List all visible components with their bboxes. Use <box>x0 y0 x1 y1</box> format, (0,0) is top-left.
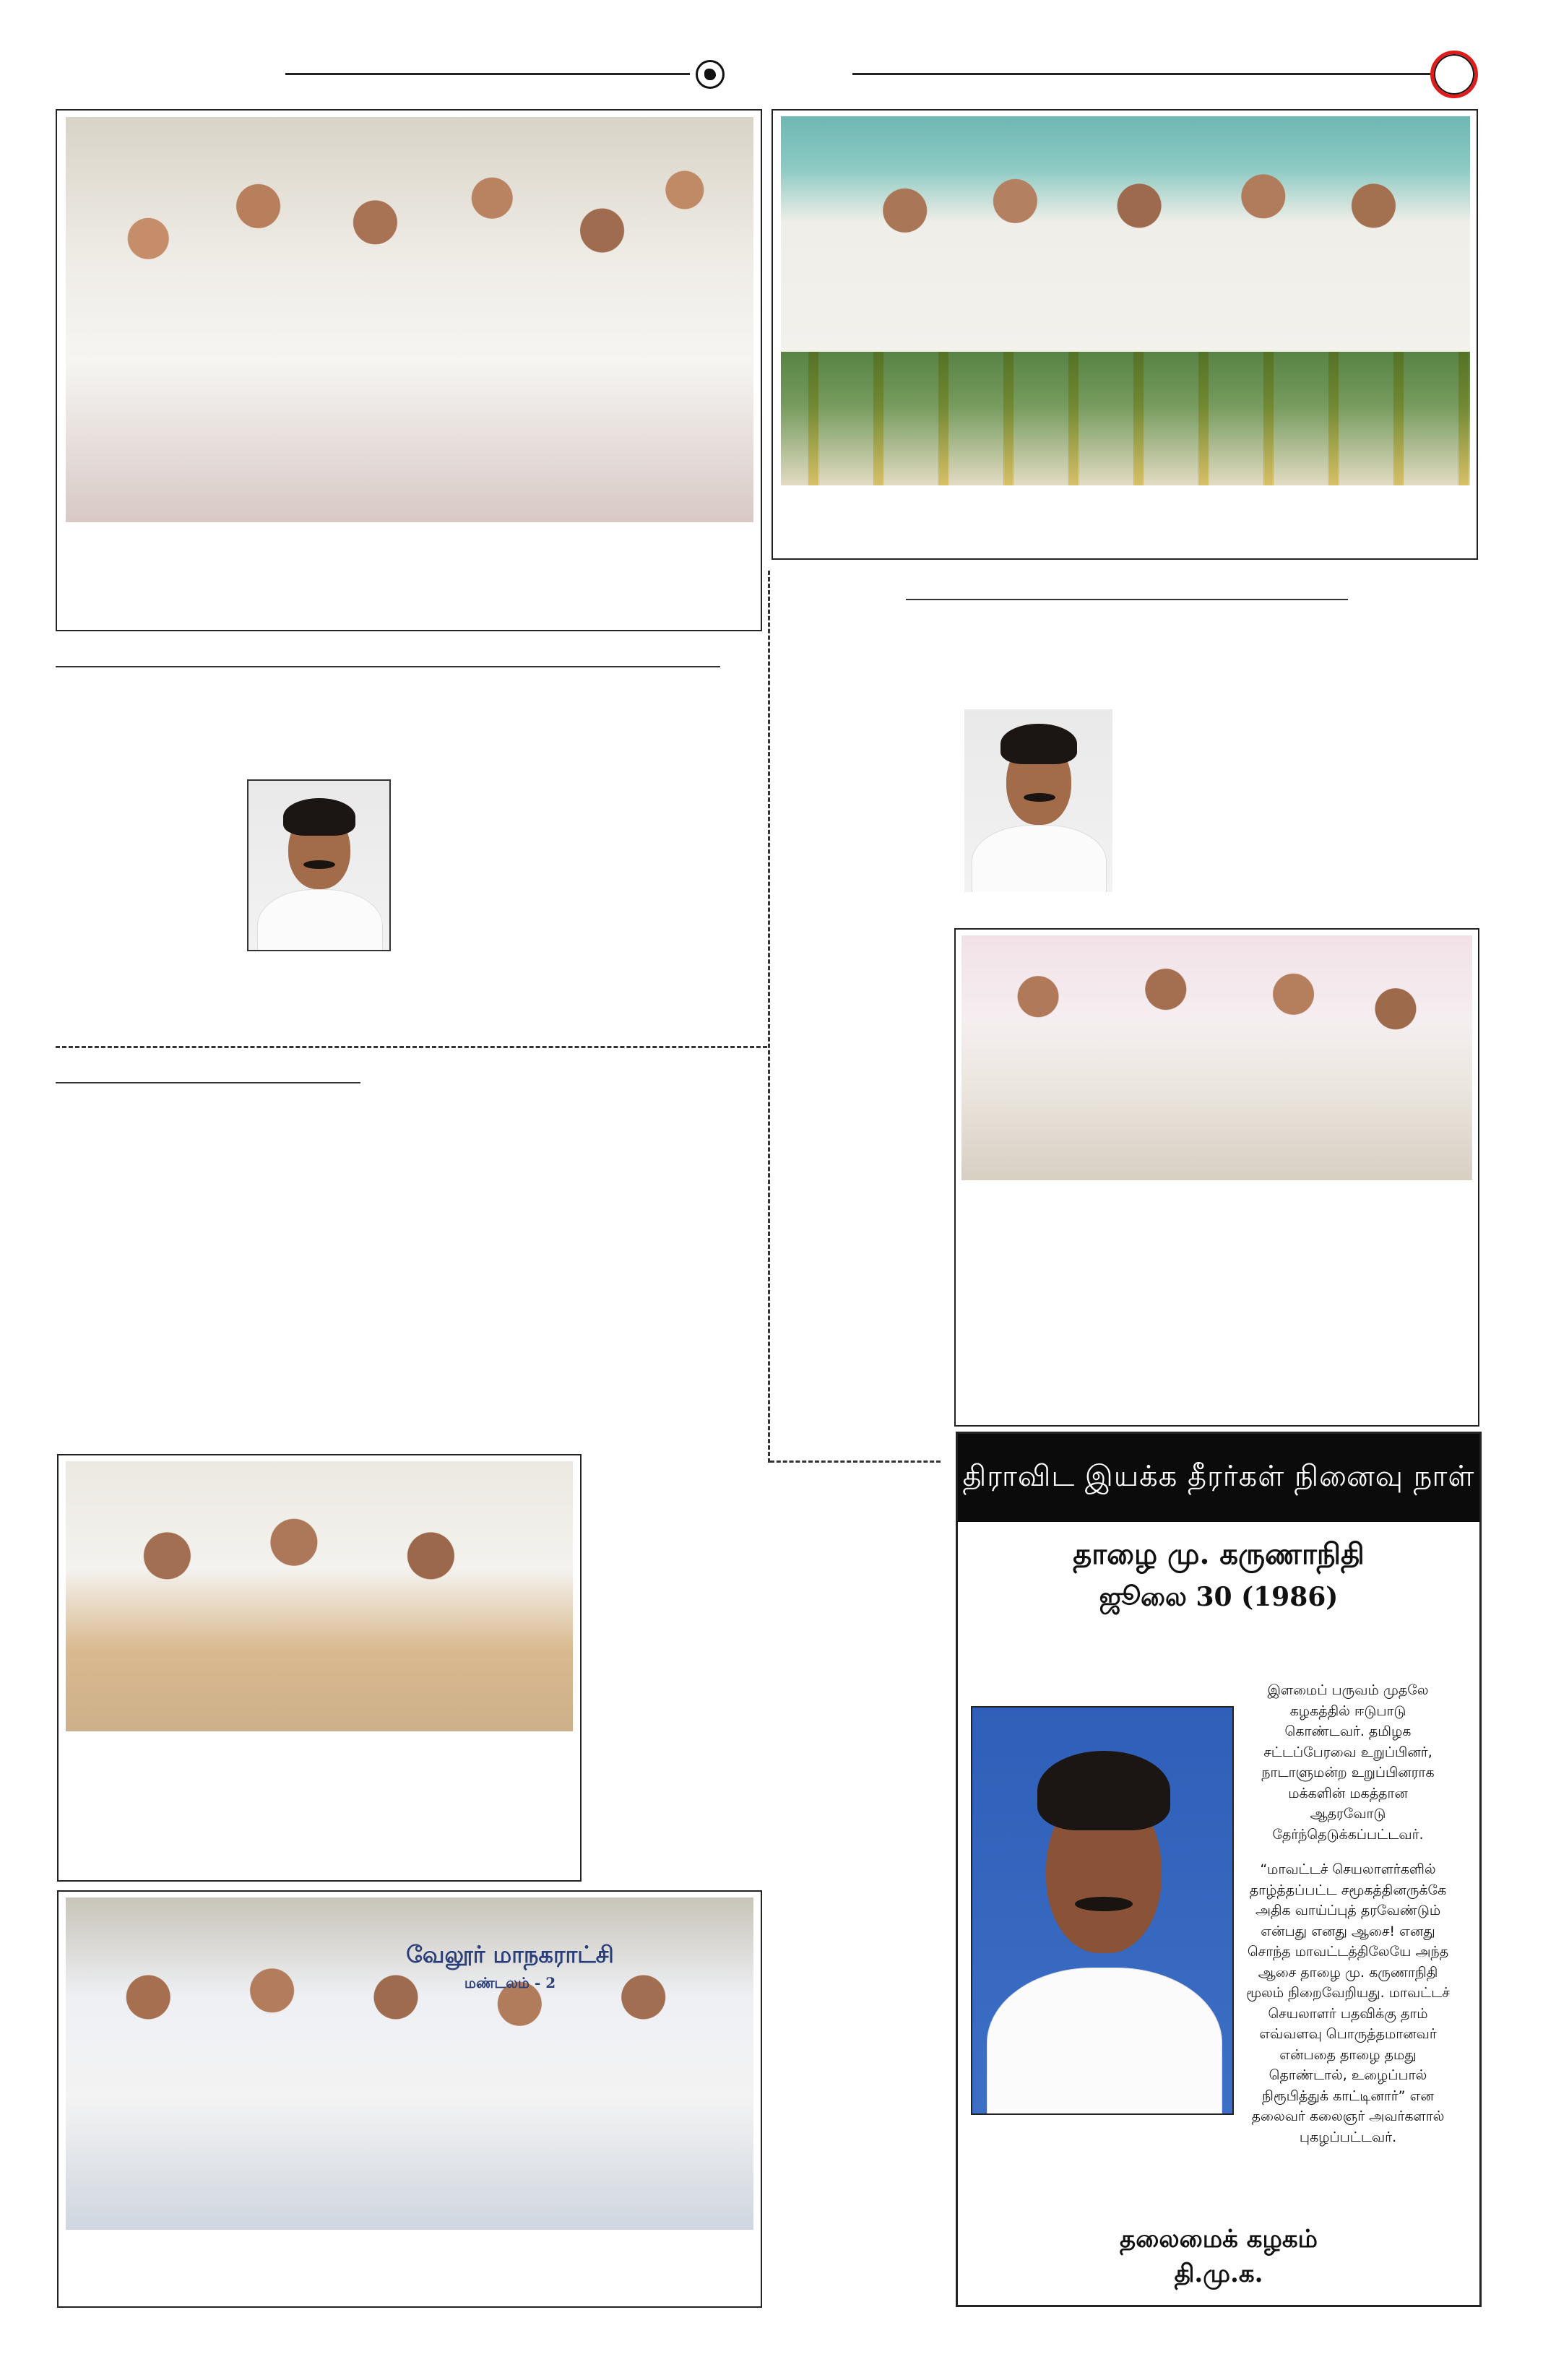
memorial-line: எவ்வளவு பொருத்தமானவர் <box>1259 2026 1437 2042</box>
column-divider <box>768 571 770 1463</box>
party-ring-icon <box>1430 51 1478 98</box>
memorial-line: என்பது எனது ஆசை! எனது <box>1261 1923 1435 1939</box>
memorial-line: தலைவர் கலைஞர் அவர்களால் <box>1251 2108 1445 2124</box>
stage-banner-line1: வேலூர் மாநகராட்சி <box>406 1941 614 1968</box>
memorial-line: கொண்டவர். தமிழக <box>1284 1723 1412 1739</box>
memorial-line: செயலாளர் பதவிக்கு தாம் <box>1268 2005 1428 2022</box>
memorial-header: திராவிட இயக்க தீரர்கள் நினைவு நாள் <box>958 1434 1479 1522</box>
photo-stage-handover <box>66 1897 753 2230</box>
memorial-line: இளமைப் பருவம் முதலே <box>1267 1682 1429 1698</box>
memorial-line: நிரூபித்துக் காட்டினார்” என <box>1262 2087 1434 2104</box>
stage-banner-line2: மண்டலம் - 2 <box>464 1974 556 1991</box>
header-rule-left <box>285 73 690 75</box>
section-rule-left <box>56 666 720 667</box>
memorial-line: மூலம் நிறைவேறியது. மாவட்டச் <box>1246 1985 1450 2001</box>
portrait-left <box>247 779 391 951</box>
memorial-line: தாழ்த்தப்பட்ட சமூகத்தினருக்கே <box>1249 1882 1447 1898</box>
photo-table-meeting <box>961 935 1472 1180</box>
memorial-line: மக்களின் மகத்தான <box>1288 1785 1408 1801</box>
photo-crowd-meeting <box>66 117 753 522</box>
memorial-line: ஆதரவோடு <box>1310 1806 1386 1822</box>
memorial-line: என்பதை தாழை தமது <box>1279 2046 1417 2063</box>
divider-dashed-left <box>56 1046 767 1048</box>
memorial-line: ஆசை தாழை மு. கருணாநிதி <box>1258 1964 1438 1981</box>
portrait-right <box>964 709 1112 892</box>
memorial-line: அதிக வாய்ப்புத் தரவேண்டும் <box>1255 1903 1441 1918</box>
memorial-date: ஜூலை 30 (1986) <box>1099 1582 1339 1612</box>
memorial-line: புகழப்பட்டவர். <box>1299 2129 1397 2145</box>
divider-dashed-mid <box>770 1461 941 1463</box>
memorial-paragraph-2 <box>1232 1859 1464 2147</box>
section-rule-right <box>906 599 1348 600</box>
short-rule-left <box>56 1082 360 1083</box>
memorial-footer-line2: தி.மு.க. <box>1174 2259 1263 2288</box>
memorial-line: தொண்டால், உழைப்பால் <box>1268 2067 1427 2083</box>
memorial-line: தேர்ந்தெடுக்கப்பட்டவர். <box>1272 1826 1424 1843</box>
memorial-line: சட்டப்பேரவை உறுப்பினர், <box>1263 1744 1432 1760</box>
stage-banner <box>391 1941 629 1994</box>
memorial-name: தாழை மு. கருணாநிதி <box>1073 1537 1365 1571</box>
photo-office-desk <box>66 1461 573 1731</box>
memorial-footer-line1: தலைமைக் கழகம் <box>1120 2225 1318 2254</box>
memorial-portrait <box>971 1706 1234 2115</box>
memorial-line: சொந்த மாவட்டத்திலேயே அந்த <box>1247 1944 1449 1960</box>
memorial-line: கழகத்தில் ஈடுபாடு <box>1289 1702 1406 1719</box>
photo-students-certificates <box>781 116 1470 352</box>
elephant-emblem-icon <box>696 60 725 89</box>
memorial-paragraph-1 <box>1232 1680 1464 1845</box>
memorial-line: “மாவட்டச் செயலாளர்களில் <box>1260 1861 1436 1877</box>
header-rule-right <box>852 73 1430 75</box>
photo-students-group <box>781 352 1470 485</box>
memorial-line: நாடாளுமன்ற உறுப்பினராக <box>1261 1765 1435 1780</box>
